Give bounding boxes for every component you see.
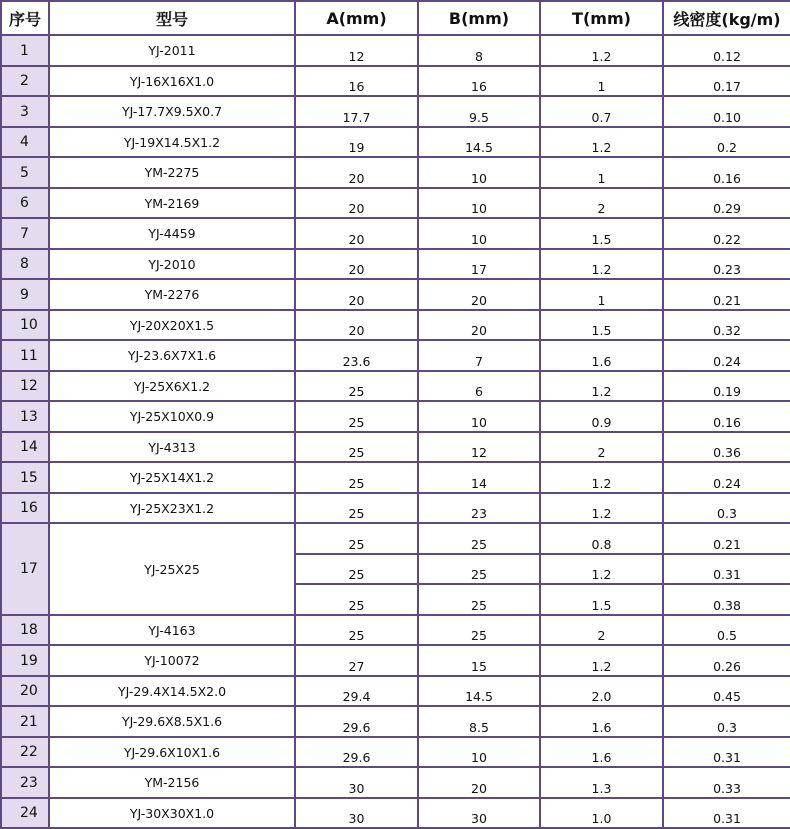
table-row <box>1 96 790 127</box>
cell-density: 0.33 <box>663 767 790 798</box>
cell-model: YJ-25X10X0.9 <box>49 401 295 432</box>
cell-model: YJ-2010 <box>49 249 295 280</box>
cell-density: 0.26 <box>663 645 790 676</box>
cell-no: 14 <box>1 432 49 463</box>
cell-a: 25 <box>295 462 418 493</box>
cell-no: 13 <box>1 401 49 432</box>
table-row <box>1 35 790 66</box>
cell-model: YM-2169 <box>49 188 295 219</box>
cell-no: 16 <box>1 493 49 524</box>
cell-b: 9.5 <box>418 96 540 127</box>
cell-b: 14.5 <box>418 676 540 707</box>
cell-density: 0.12 <box>663 35 790 66</box>
table-row <box>1 371 790 402</box>
cell-density: 0.38 <box>663 584 790 615</box>
cell-a: 27 <box>295 645 418 676</box>
cell-model: YJ-25X25 <box>49 523 295 615</box>
cell-model: YM-2156 <box>49 767 295 798</box>
cell-b: 14.5 <box>418 127 540 158</box>
cell-b: 20 <box>418 767 540 798</box>
cell-no: 9 <box>1 279 49 310</box>
cell-b: 17 <box>418 249 540 280</box>
table-row <box>1 279 790 310</box>
cell-model: YJ-25X14X1.2 <box>49 462 295 493</box>
cell-no: 4 <box>1 127 49 158</box>
cell-b: 20 <box>418 279 540 310</box>
header-density: 线密度(kg/m) <box>663 1 790 35</box>
cell-t: 1.6 <box>540 706 663 737</box>
cell-a: 20 <box>295 279 418 310</box>
cell-t: 1 <box>540 157 663 188</box>
cell-t: 1.2 <box>540 127 663 158</box>
cell-a: 20 <box>295 310 418 341</box>
cell-density: 0.5 <box>663 615 790 646</box>
cell-model: YM-2275 <box>49 157 295 188</box>
cell-no: 3 <box>1 96 49 127</box>
cell-b: 20 <box>418 310 540 341</box>
cell-model: YJ-2011 <box>49 35 295 66</box>
cell-a: 19 <box>295 127 418 158</box>
header-b: B(mm) <box>418 1 540 35</box>
cell-a: 25 <box>295 615 418 646</box>
cell-model: YJ-25X23X1.2 <box>49 493 295 524</box>
cell-t: 1.5 <box>540 218 663 249</box>
header-t: T(mm) <box>540 1 663 35</box>
cell-b: 25 <box>418 615 540 646</box>
cell-t: 1.2 <box>540 249 663 280</box>
cell-no: 23 <box>1 767 49 798</box>
cell-a: 20 <box>295 157 418 188</box>
cell-no: 7 <box>1 218 49 249</box>
cell-a: 29.6 <box>295 706 418 737</box>
cell-b: 10 <box>418 157 540 188</box>
table-row <box>1 66 790 97</box>
table-row <box>1 798 790 829</box>
table-row <box>1 767 790 798</box>
cell-model: YJ-4459 <box>49 218 295 249</box>
table-body <box>1 35 790 828</box>
cell-no: 8 <box>1 249 49 280</box>
table-row <box>1 676 790 707</box>
cell-no: 24 <box>1 798 49 829</box>
cell-t: 1.0 <box>540 798 663 829</box>
cell-a: 20 <box>295 249 418 280</box>
cell-no: 15 <box>1 462 49 493</box>
cell-model: YJ-29.4X14.5X2.0 <box>49 676 295 707</box>
cell-density: 0.36 <box>663 432 790 463</box>
cell-model: YJ-20X20X1.5 <box>49 310 295 341</box>
cell-no: 10 <box>1 310 49 341</box>
table-row <box>1 615 790 646</box>
cell-b: 8.5 <box>418 706 540 737</box>
table-row <box>1 340 790 371</box>
table-header <box>1 1 790 35</box>
cell-density: 0.2 <box>663 127 790 158</box>
cell-density: 0.31 <box>663 554 790 585</box>
cell-a: 30 <box>295 767 418 798</box>
header-no: 序号 <box>1 1 49 35</box>
cell-b: 12 <box>418 432 540 463</box>
cell-b: 10 <box>418 401 540 432</box>
table-row <box>1 706 790 737</box>
cell-b: 10 <box>418 188 540 219</box>
cell-density: 0.17 <box>663 66 790 97</box>
cell-density: 0.24 <box>663 462 790 493</box>
cell-no: 22 <box>1 737 49 768</box>
cell-t: 2 <box>540 432 663 463</box>
cell-model: YM-2276 <box>49 279 295 310</box>
cell-a: 25 <box>295 401 418 432</box>
cell-b: 25 <box>418 523 540 554</box>
cell-density: 0.21 <box>663 279 790 310</box>
cell-model: YJ-29.6X8.5X1.6 <box>49 706 295 737</box>
cell-t: 0.8 <box>540 523 663 554</box>
table-row <box>1 310 790 341</box>
cell-model: YJ-17.7X9.5X0.7 <box>49 96 295 127</box>
cell-t: 0.9 <box>540 401 663 432</box>
cell-density: 0.45 <box>663 676 790 707</box>
cell-no: 20 <box>1 676 49 707</box>
cell-density: 0.21 <box>663 523 790 554</box>
cell-a: 25 <box>295 584 418 615</box>
table-row <box>1 218 790 249</box>
cell-density: 0.31 <box>663 798 790 829</box>
table-row <box>1 401 790 432</box>
cell-no: 2 <box>1 66 49 97</box>
cell-no: 19 <box>1 645 49 676</box>
cell-no: 5 <box>1 157 49 188</box>
cell-model: YJ-25X6X1.2 <box>49 371 295 402</box>
header-row <box>1 1 790 35</box>
cell-t: 1.3 <box>540 767 663 798</box>
cell-b: 7 <box>418 340 540 371</box>
cell-t: 1.5 <box>540 310 663 341</box>
cell-no: 21 <box>1 706 49 737</box>
cell-model: YJ-30X30X1.0 <box>49 798 295 829</box>
cell-b: 25 <box>418 584 540 615</box>
cell-no: 18 <box>1 615 49 646</box>
table-row <box>1 157 790 188</box>
cell-density: 0.16 <box>663 157 790 188</box>
cell-b: 25 <box>418 554 540 585</box>
cell-t: 1.2 <box>540 645 663 676</box>
cell-density: 0.32 <box>663 310 790 341</box>
cell-no: 1 <box>1 35 49 66</box>
cell-a: 25 <box>295 371 418 402</box>
cell-density: 0.22 <box>663 218 790 249</box>
cell-b: 15 <box>418 645 540 676</box>
cell-b: 23 <box>418 493 540 524</box>
cell-model: YJ-4313 <box>49 432 295 463</box>
cell-a: 25 <box>295 554 418 585</box>
table-row <box>1 432 790 463</box>
cell-t: 2 <box>540 188 663 219</box>
cell-b: 10 <box>418 737 540 768</box>
cell-t: 1.6 <box>540 340 663 371</box>
cell-a: 12 <box>295 35 418 66</box>
cell-t: 1.6 <box>540 737 663 768</box>
header-a: A(mm) <box>295 1 418 35</box>
cell-no: 6 <box>1 188 49 219</box>
cell-model: YJ-4163 <box>49 615 295 646</box>
cell-a: 17.7 <box>295 96 418 127</box>
cell-a: 25 <box>295 493 418 524</box>
cell-a: 20 <box>295 218 418 249</box>
cell-density: 0.23 <box>663 249 790 280</box>
cell-b: 10 <box>418 218 540 249</box>
header-model: 型号 <box>49 1 295 35</box>
cell-model: YJ-23.6X7X1.6 <box>49 340 295 371</box>
cell-a: 25 <box>295 523 418 554</box>
cell-a: 23.6 <box>295 340 418 371</box>
cell-b: 30 <box>418 798 540 829</box>
cell-model: YJ-16X16X1.0 <box>49 66 295 97</box>
cell-t: 2 <box>540 615 663 646</box>
cell-density: 0.31 <box>663 737 790 768</box>
cell-no: 12 <box>1 371 49 402</box>
table-row <box>1 188 790 219</box>
cell-t: 1 <box>540 66 663 97</box>
cell-density: 0.24 <box>663 340 790 371</box>
cell-b: 8 <box>418 35 540 66</box>
cell-no: 17 <box>1 523 49 615</box>
cell-t: 1 <box>540 279 663 310</box>
table-row <box>1 737 790 768</box>
cell-a: 25 <box>295 432 418 463</box>
table-row <box>1 462 790 493</box>
cell-no: 11 <box>1 340 49 371</box>
cell-density: 0.10 <box>663 96 790 127</box>
cell-a: 29.6 <box>295 737 418 768</box>
cell-density: 0.16 <box>663 401 790 432</box>
cell-density: 0.3 <box>663 706 790 737</box>
cell-b: 14 <box>418 462 540 493</box>
cell-density: 0.3 <box>663 493 790 524</box>
table-row <box>1 645 790 676</box>
table-row <box>1 523 790 554</box>
cell-density: 0.29 <box>663 188 790 219</box>
cell-a: 29.4 <box>295 676 418 707</box>
cell-t: 1.2 <box>540 462 663 493</box>
cell-model: YJ-19X14.5X1.2 <box>49 127 295 158</box>
cell-t: 1.2 <box>540 554 663 585</box>
cell-density: 0.19 <box>663 371 790 402</box>
cell-t: 2.0 <box>540 676 663 707</box>
cell-t: 1.2 <box>540 371 663 402</box>
table-row <box>1 493 790 524</box>
cell-model: YJ-29.6X10X1.6 <box>49 737 295 768</box>
cell-b: 16 <box>418 66 540 97</box>
cell-t: 1.2 <box>540 493 663 524</box>
table-row <box>1 249 790 280</box>
cell-model: YJ-10072 <box>49 645 295 676</box>
cell-a: 20 <box>295 188 418 219</box>
cell-t: 1.2 <box>540 35 663 66</box>
cell-t: 1.5 <box>540 584 663 615</box>
cell-b: 6 <box>418 371 540 402</box>
cell-a: 16 <box>295 66 418 97</box>
table-row <box>1 127 790 158</box>
cell-t: 0.7 <box>540 96 663 127</box>
cell-a: 30 <box>295 798 418 829</box>
